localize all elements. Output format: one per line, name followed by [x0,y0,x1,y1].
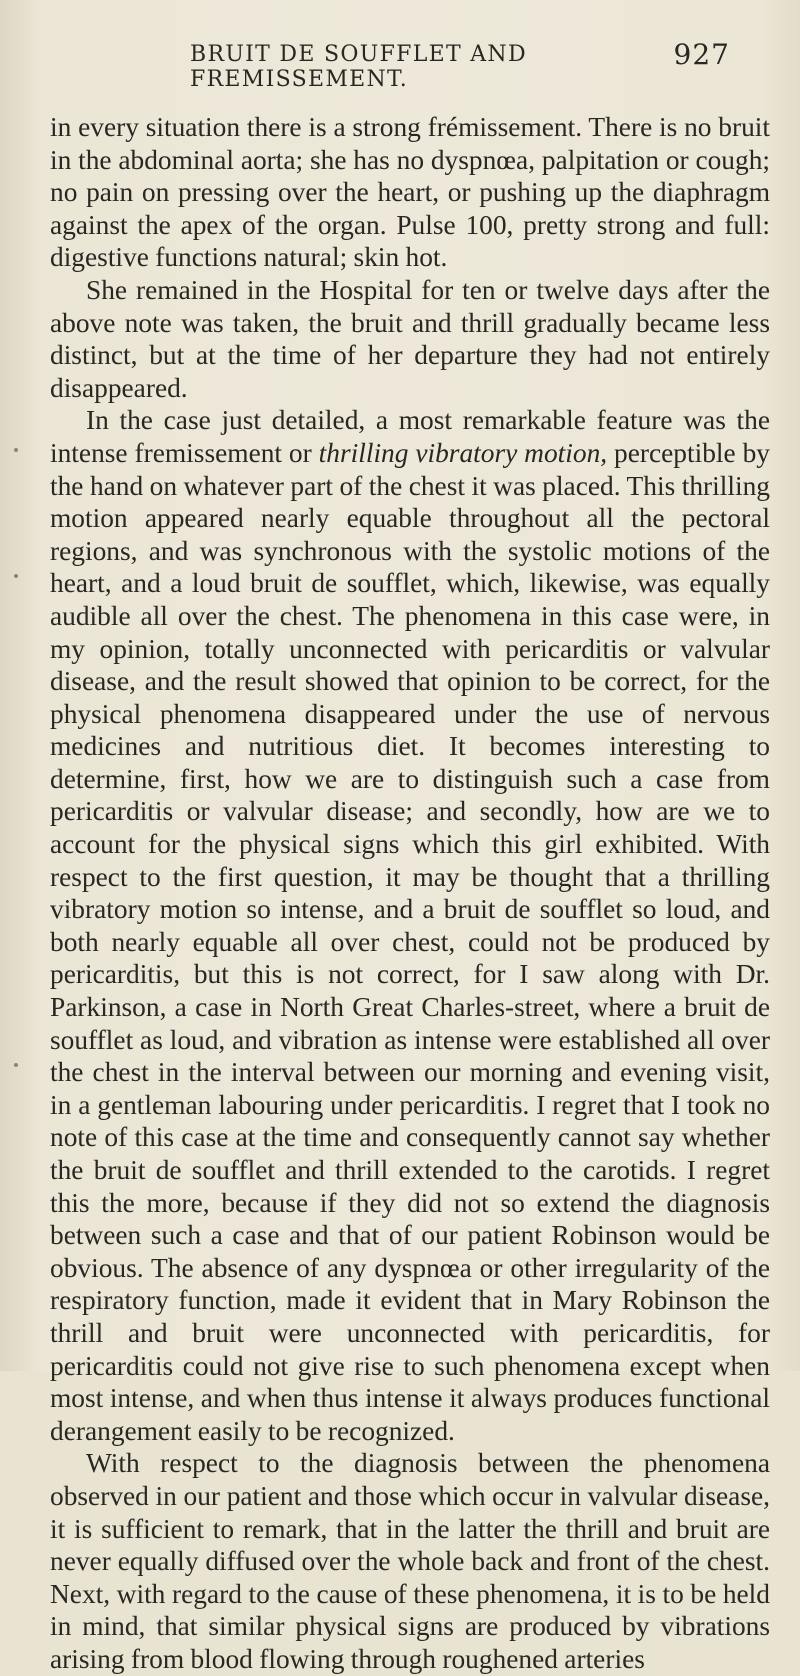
margin-speck [14,1063,18,1067]
running-head [190,38,730,92]
margin-speck [14,574,18,578]
paragraph-text: In the case just detailed, a most remarkable feature was the intense fremissement or [50,405,770,468]
paragraph-text: She remained in the Hospital for ten or twelve days after the above note was taken, the bruit and thrill gradually became less distinct, but at the time of her departure they had not entirely disappeared. [50,274,770,403]
paragraph-text: perceptible by the hand on whatever part of the chest it was placed. This thrilling motion appeared nearly equable throughout all the pectoral regions, and was synchronous with the systolic motions of the heart, and a loud bruit de soufflet, which, likewise, was equally audible all over the chest. The phenomena in this case were, in my opinion, totally unconnected with pericarditis or valvular disease, and the result showed that opinion to be correct, for the physical phenomena disappeared under the use of nervous medicines and nutritious diet. It becomes interesting to determine, first, how we are to distinguish such a case from pericarditis or valvular disease; and secondly, how are we to account for the physical signs which this girl exhibited. With respect to the first question, it may be thought that a thrilling vibratory motion so intense, and a bruit de soufflet so loud, and both nearly equable all over chest, could not be produced by pericarditis, but this is not correct, for I saw along with Dr. Parkinson, a case in North Great Charles-street, where a bruit de soufflet as loud, and vibration as intense were established all over the chest in the interval between our morning and evening visit, in a gentleman labouring under pericarditis. I regret that I took no note of this case at the time and consequently cannot say whether the bruit de soufflet and thrill extended to the carotids. I regret this the more, because if they did not so extend the diagnosis between such a case and that of our patient Robinson would be obvious. The absence of any dyspnœa or other irregularity of the respiratory function, made it evident that in Mary Robinson the thrill and bruit were unconnected with pericarditis, for pericarditis could not give rise to such phenomena except when most intense, and when thus intense it always produces functional derangement easily to be recognized. [50,437,770,1446]
running-title: BRUIT DE SOUFFLET AND FREMISSEMENT. [190,42,527,92]
paragraph [50,1447,770,1675]
paragraph [50,274,770,404]
italic-phrase: thrilling vibratory motion, [318,437,608,468]
paragraph-text: With respect to the diagnosis between the phenomena observed in our patient and those which occur in valvular disease, it is sufficient to remark, that in the latter the thrill and bruit are never equally diffused over the whole back and front of the chest. Next, with regard to the cause of these phenomena, it is to be held in mind, that similar physical signs are produced by vibrations arising from blood flowing through roughened arteries [50,1448,770,1674]
paragraph-text: in every situation there is a strong frémissement. There is no bruit in the abdominal aorta; she has no dyspnœa, palpitation or cough; no pain on pressing over the heart, or pushing up the diaphragm against the apex of the organ. Pulse 100, pretty strong and full: digestive functions natural; skin hot. [50,112,770,273]
margin-speck [14,448,18,452]
paragraph [50,404,770,1447]
page-number: 927 [673,38,730,71]
body-text [50,111,770,1676]
paragraph [50,111,770,274]
